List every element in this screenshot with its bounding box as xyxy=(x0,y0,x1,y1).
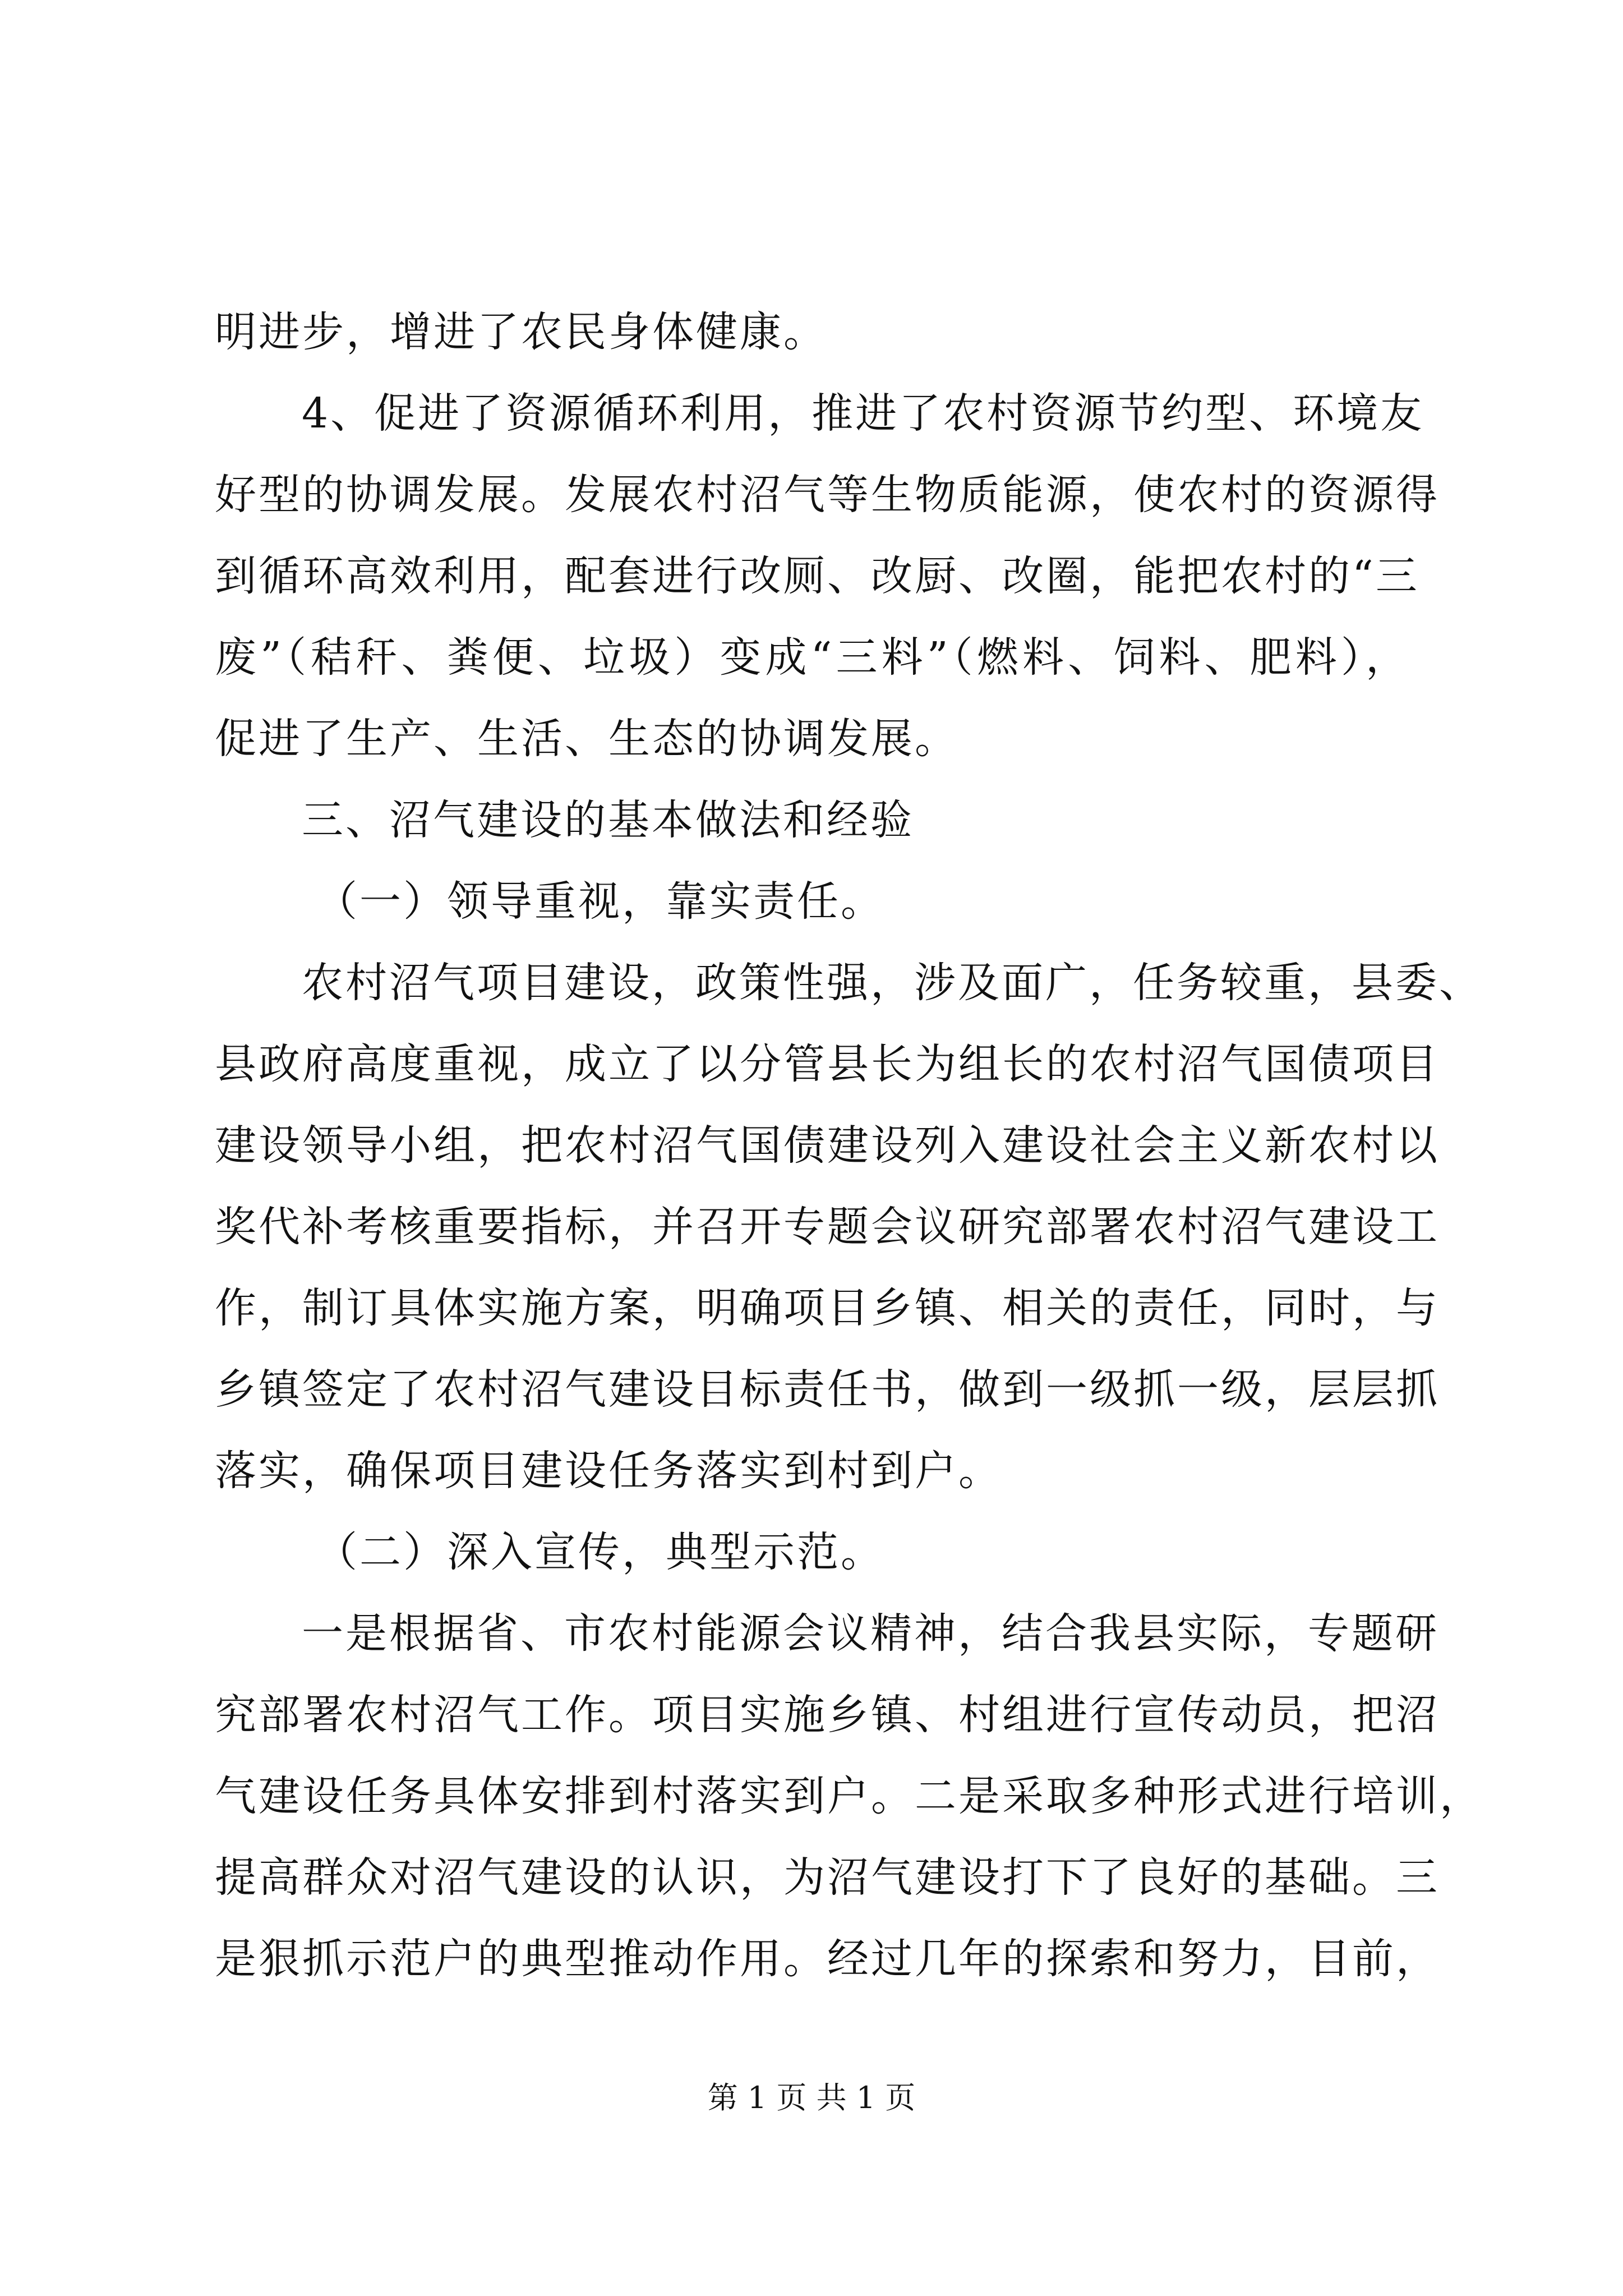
text-line: 农村沼气项目建设，政策性强，涉及面广，任务较重，县委、 xyxy=(302,959,1483,1007)
text-line: 提高群众对沼气建设的认识，为沼气建设打下了良好的基础。三 xyxy=(215,1853,1440,1902)
text-line: 促进了生产、生活、生态的协调发展。 xyxy=(215,715,958,763)
subsection-heading: （二）深入宣传，典型示范。 xyxy=(316,1528,884,1576)
text-line: 乡镇签定了农村沼气建设目标责任书，做到一级抓一级，层层抓 xyxy=(215,1365,1440,1414)
text-line: 气建设任务具体安排到村落实到户。二是采取多种形式进行培训， xyxy=(215,1772,1483,1820)
text-line: 废”（秸秆、粪便、垃圾）变成“三料”（燃料、饲料、肥料）， xyxy=(215,633,1409,682)
text-line: 奖代补考核重要指标，并召开专题会议研究部署农村沼气建设工 xyxy=(215,1203,1440,1251)
text-line: 是狠抓示范户的典型推动作用。经过几年的探索和努力，目前， xyxy=(215,1935,1440,1983)
page-footer: 第 1 页 共 1 页 xyxy=(707,2080,916,2115)
text-line: 究部署农村沼气工作。项目实施乡镇、村组进行宣传动员，把沼 xyxy=(215,1691,1440,1739)
subsection-heading: （一）领导重视，靠实责任。 xyxy=(316,877,884,926)
text-line: 4、促进了资源循环利用，推进了农村资源节约型、环境友 xyxy=(302,389,1424,438)
text-line: 好型的协调发展。发展农村沼气等生物质能源，使农村的资源得 xyxy=(215,471,1440,519)
text-line: 建设领导小组，把农村沼气国债建设列入建设社会主义新农村以 xyxy=(215,1121,1440,1170)
document-body xyxy=(215,292,1483,2000)
text-line: 到循环高效利用，配套进行改厕、改厨、改圈，能把农村的“三 xyxy=(215,552,1419,600)
text-line: 一是根据省、市农村能源会议精神，结合我县实际，专题研 xyxy=(302,1609,1439,1658)
section-heading: 三、沼气建设的基本做法和经验 xyxy=(302,796,914,844)
text-line: 县政府高度重视，成立了以分管县长为组长的农村沼气国债项目 xyxy=(215,1040,1440,1088)
text-line: 落实，确保项目建设任务落实到村到户。 xyxy=(215,1447,1002,1495)
text-line: 明进步，增进了农民身体健康。 xyxy=(215,308,827,356)
text-line: 作，制订具体实施方案，明确项目乡镇、相关的责任，同时，与 xyxy=(215,1284,1440,1332)
